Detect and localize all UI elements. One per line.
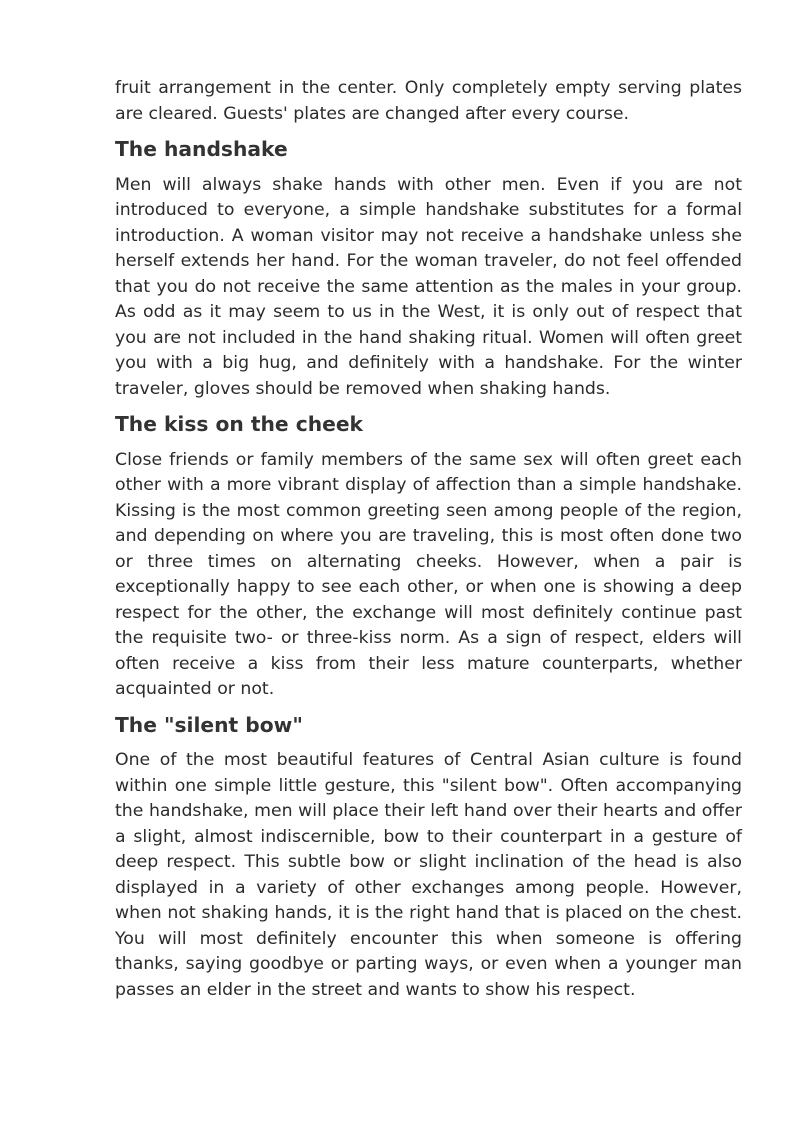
section-body-kiss-on-cheek: Close friends or family members of the same sex will often greet each other with a more vibrant display of affection than a simple handshake. Kissing is the most common greeting seen among people of the region, and depending on where you are traveling, this is most often done two or three times on alternating cheeks. However, when a pair is exceptionally happy to see each other, or when one is showing a deep respect for the other, the exchange will most definitely continue past the requisite two- or three-kiss norm. As a sign of respect, elders will often receive a kiss from their less mature counterparts, whether acquainted or not. xyxy=(115,449,742,699)
section-body-handshake: Men will always shake hands with other men. Even if you are not introduced to everyone, a simple handshake substitutes for a formal introduction. A woman visitor may not receive a handshake unless she herself extends her hand. For the woman traveler, do not feel offended that you do not receive the same attention as the males in your group. As odd as it may seem to us in the West, it is only out of respect that you are not included in the hand shaking ritual. Women will often greet you with a big hug, and definitely with a handshake. For the winter traveler, gloves should be removed when shaking hands. xyxy=(115,174,742,399)
section-heading-handshake: The handshake xyxy=(115,137,288,161)
section-body-silent-bow: One of the most beautiful features of Central Asian culture is found within one simple little gesture, this "silent bow". Often accompanying the handshake, men will place their left hand over their hearts and offer a slight, almost indiscernible, bow to their counterpart in a gesture of deep respect. This subtle bow or slight inclination of the head is also displayed in a variety of other exchanges among people. However, when not shaking hands, it is the right hand that is placed on the chest. You will most definitely encounter this when someone is offering thanks, saying goodbye or parting ways, or even when a younger man passes an elder in the street and wants to show his respect. xyxy=(115,750,742,1000)
document-page xyxy=(115,76,742,1003)
intro-paragraph: fruit arrangement in the center. Only completely empty serving plates are cleared. Guests' plates are changed after every course. xyxy=(115,78,742,124)
section-heading-kiss-on-cheek: The kiss on the cheek xyxy=(115,412,363,436)
section-heading-silent-bow: The "silent bow" xyxy=(115,712,303,737)
